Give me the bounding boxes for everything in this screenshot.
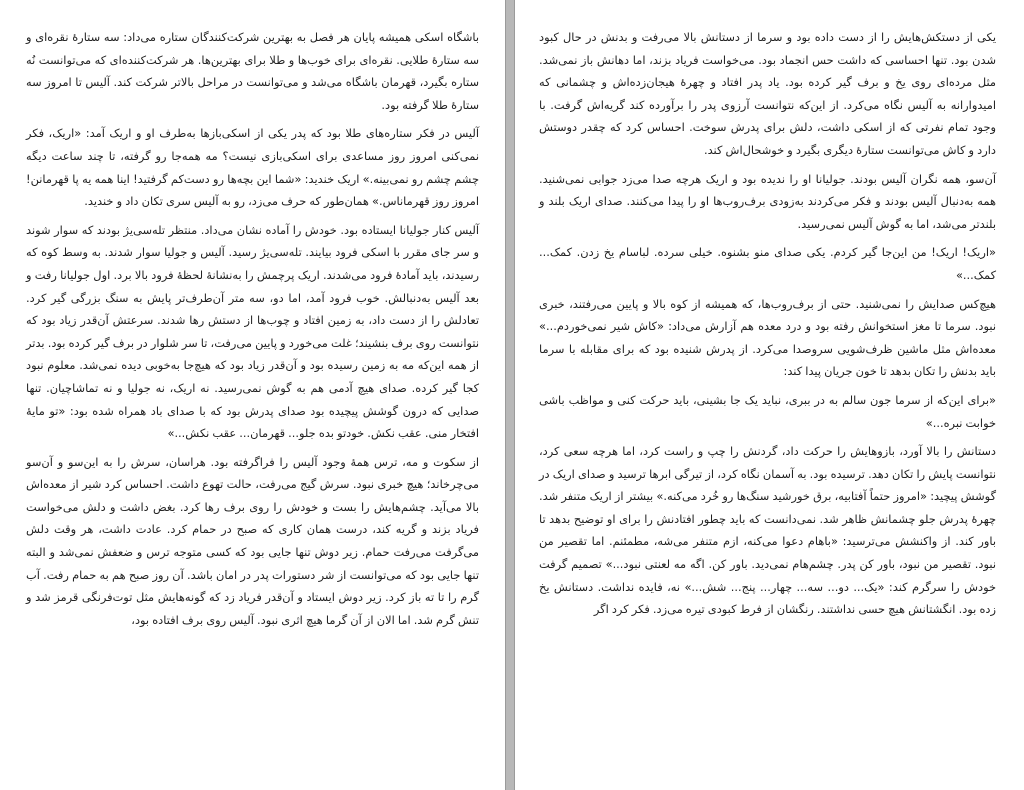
left-paragraph-4: از سکوت و مه، ترس همهٔ وجود آلیس را فراگرفته بود. هراسان، سرش را به این‌سو و آن‌سو می‌چرخاند؛ هیچ خبری نبود. سرش گیج می‌رفت، حالت تهوع داشت. احساس کرد شیر از معده‌اش بالا می‌آید. چشم‌هایش را بست و خودش را روی برف رها کرد. بغض داشت و دلش می‌خواست فریاد بزند و گریه کند، درست همان کاری که صبح در حمام کرد. عادت داشت، هر وقت دلش می‌گرفت می‌رفت حمام. زیر دوش تنها جایی بود که کسی متوجه ترس و ضعفش نمی‌شد و البته تنها جایی بود که می‌توانست از شر دستورات پدر در امان باشد. آن روز صبح هم به حمام رفت. آب گرم را تا ته باز کرد. زیر دوش ایستاد و آن‌قدر فریاد زد که گونه‌هایش مثل توت‌فرنگی قرمز شد و تنش گرم شد. اما الان از آن گرما هیچ اثری نبود. آلیس روی برف افتاده بود،	[26, 454, 479, 627]
right-page	[514, 0, 1024, 790]
left-page	[0, 0, 506, 790]
left-paragraph-3: آلیس کنار جولیانا ایستاده بود. خودش را آماده نشان می‌داد. منتظر تله‌سی‌یژ بودند که سوار شوند و سر جای مقرر با اسکی فرود بیایند. تله‌سی‌یژ رسید. آلیس و جولیا سوار شدند. به وسط کوه که رسیدند، باید آمادهٔ فرود می‌شدند. اریک پرچمش را به‌نشانهٔ لحظهٔ فرود بالا برد. اول جولیانا رفت و بعد آلیس به‌دنبالش. خوب فرود آمد، اما دو، سه متر آن‌طرف‌تر پایش به سنگ بزرگی گیر کرد. تعادلش را از دست داد، به زمین افتاد و چوب‌ها از دستش رها شدند. سرعتش آن‌قدر زیاد بود که نتوانست روی برف بنشیند؛ غلت می‌خورد و پایین می‌رفت، تا سر شلوار در برف گیر کرده بود. بدتر از همه این‌که مه به زمین رسیده بود و آن‌قدر زیاد بود که هیچ‌جا به‌خوبی دیده نمی‌شد. معلوم نبود کجا گیر کرده. صدای هیچ آدمی هم به گوش نمی‌رسید. نه اریک، نه جولیا و نه تماشاچیان. تنها صدایی که درون گوشش پیچیده بود صدای پدرش بود که با صدای باد همراه شده بود: «تو مایهٔ افتخار منی. عقب نکش. خودتو بده جلو... قهرمان... عقب نکش...»	[26, 222, 479, 441]
right-paragraph-3: «اریک! اریک! من این‌جا گیر کردم. یکی صدای منو بشنوه. خیلی سرده. لباسام یخ زدن. کمک... کمک...»	[539, 245, 996, 282]
book-gutter	[506, 0, 514, 790]
right-paragraph-1: یکی از دستکش‌هایش را از دست داده بود و سرما از دستانش بالا می‌رفت و بدنش در حال کبود شدن بود. تنها احساسی که داشت حس انجماد بود. می‌خواست فریاد بزند، اما دهانش باز نمی‌شد. مثل مرده‌ای روی یخ و برف گیر کرده بود. یاد پدر افتاد و چهرهٔ هیجان‌زده‌اش و چشمانی که امیدوارانه به آلیس نگاه می‌کرد. از این‌که نتوانست آرزوی پدر را برآورده کند گریه‌اش گرفت. با وجود تمام نفرتی که از اسکی داشت، دلش برای پدرش سوخت. احساس کرد که چقدر دوستش دارد و کاش می‌توانست ستارهٔ دیگری بگیرد و خوشحال‌اش کند.	[539, 30, 996, 157]
right-paragraph-2: آن‌سو، همه نگران آلیس بودند. جولیانا او را ندیده بود و اریک هرچه صدا می‌زد جوابی نمی‌شنید. همه به‌دنبال آلیس بودند و فکر می‌کردند به‌زودی برف‌روب‌ها او را پیدا می‌کنند. صدای اریک بلند و بلندتر می‌شد، اما به گوش آلیس نمی‌رسید.	[539, 171, 996, 231]
right-paragraph-6: دستانش را بالا آورد، بازوهایش را حرکت داد، گردنش را چپ و راست کرد، اما هرچه سعی کرد، نتوانست پایش را تکان دهد. ترسیده بود. به آسمان نگاه کرد، از تیرگی ابرها ترسید و صدای اریک در گوشش پیچید: «امروز حتماً آفتابیه، برق خورشید سنگ‌ها رو خُرد می‌کنه.» بیشتر از اریک متنفر شد. چهرهٔ پدرش جلو چشمانش ظاهر شد. نمی‌دانست که باید چطور افتادنش را برای او توضیح بدهد تا باور کند. از واکنشش می‌ترسید: «باهام دعوا می‌کنه، ازم متنفر می‌شه، مطمئنم. اما تقصیر من نبود. تقصیر من نبود، باور کن پدر. چشم‌هام نمی‌دید. باور کن. اگه مه لعنتی نبود...» تصمیم گرفت خودش را سرگرم کند: «یک... دو... سه... چهار... پنج... شش...» نه، فایده نداشت. دستانش یخ زده بود. انگشتانش هیچ حسی نداشتند. رنگشان از فرط کبودی تیره می‌زد. فکر کرد اگر	[539, 444, 996, 617]
right-paragraph-5: «برای این‌که از سرما جون سالم به در ببری، نباید یک جا بشینی، باید حرکت کنی و مواظب باشی خوابت نبره...»	[539, 392, 996, 430]
left-paragraph-1: باشگاه اسکی همیشه پایان هر فصل به بهترین شرکت‌کنندگان ستاره می‌داد: سه ستارهٔ نقره‌ای و سه ستارهٔ طلایی. نقره‌ای برای خوب‌ها و طلا برای بهترین‌ها. هر شرکت‌کننده‌ای که می‌توانست نُه ستاره بگیرد، قهرمان باشگاه می‌شد و می‌توانست در مراحل بالاتر شرکت کند. آلیس تا امروز سه ستارهٔ طلا گرفته بود.	[26, 30, 479, 112]
left-paragraph-2: آلیس در فکر ستاره‌های طلا بود که پدر یکی از اسکی‌بازها به‌طرف او و اریک آمد: «اریک، فکر نمی‌کنی امروز روز مساعدی برای اسکی‌بازی نیست؟ مه همه‌جا رو گرفته، تا چند ساعت دیگه چشم چشم رو نمی‌بینه.» اریک خندید: «شما این بچه‌ها رو دست‌کم گرفتید! اینا همه یه پا قهرمانن! امروز روز قهرماناس.» همان‌طور که حرف می‌زد، رو به آلیس سری تکان داد و خندید.	[26, 126, 479, 209]
right-paragraph-4: هیچ‌کس صدایش را نمی‌شنید. حتی از برف‌روب‌ها، که همیشه از کوه بالا و پایین می‌رفتند، خبری نبود. سرما تا مغز استخوانش رفته بود و درد معده هم آزارش می‌داد: «کاش شیر نمی‌خوردم...» معده‌اش مثل ماشین ظرف‌شویی سروصدا می‌کرد. از پدرش شنیده بود که برای مقابله با سرما باید بدنش را تکان بدهد تا خون جریان پیدا کند:	[539, 296, 996, 379]
